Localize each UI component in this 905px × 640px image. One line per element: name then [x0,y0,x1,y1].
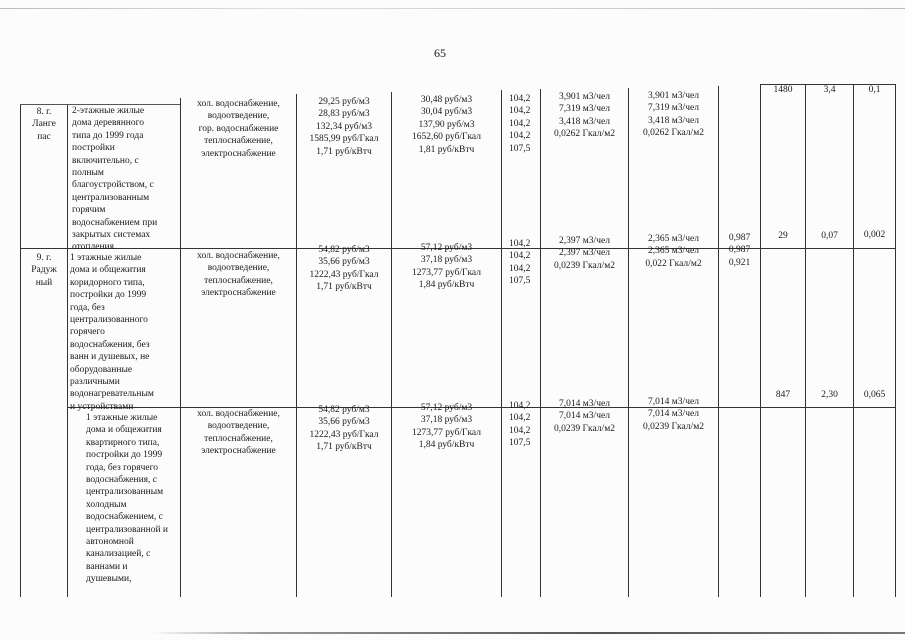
housing-description: 1 этажные жилые дома и общежития коридорного типа, постройки до 1999 года, без централизованного горячего водоснабжения, без ванн и душевых, не оборудованные различными водонагревательным и устройствами [70,253,154,412]
grid-line [501,90,502,597]
grid-line [853,84,854,597]
value-3: 0,065 [863,390,886,400]
utility-services: хол. водоснабжение, водоотведение, теплоснабжение, электроснабжение [197,251,280,299]
row-number: 9. г. Радуж ный [31,253,57,288]
utility-services: хол. водоснабжение, водоотведение, теплоснабжение, электроснабжение [197,409,280,457]
tariff-index: 104,2 104,2 104,2 104,2 107,5 [509,94,531,154]
housing-description: 1 этажные жилые дома и общежития квартирного типа, постройки до 1999 года, без горячего водоснабжения, с централизованным холодным водоснабжением, с централизованной и автономной канализацией, с ваннами и душевыми, [86,413,169,585]
tariff-new: 30,48 руб/м3 30,04 руб/м3 137,90 руб/м3 1652,60 руб/Гкал 1,81 руб/кВтч [412,95,481,155]
correction-coefficient: 0,987 0,987 0,921 [728,233,751,268]
grid-line [760,84,761,597]
tariff-new: 57,12 руб/м3 37,18 руб/м3 1273,77 руб/Гкал 1,84 руб/кВтч [412,243,481,291]
value-2: 2,30 [821,390,838,400]
value-2: 3,4 [823,85,836,95]
grid-line [895,84,896,597]
tariff-index: 104,2 104,2 104,2 107,5 [509,401,531,449]
consumption-norm-new: 3,901 м3/чел 7,319 м3/чел 3,418 м3/чел 0,0262 Гкал/м2 [643,91,704,139]
value-1: 29 [778,231,788,241]
grid-line [391,92,392,597]
value-2: 0,07 [821,231,838,241]
grid-line [180,98,181,597]
tariff-index: 104,2 104,2 104,2 107,5 [509,239,531,287]
grid-line [540,89,541,597]
consumption-norm-new: 7,014 м3/чел 7,014 м3/чел 0,0239 Гкал/м2 [643,397,704,432]
grid-line [628,88,629,597]
consumption-norm-current: 3,901 м3/чел 7,319 м3/чел 3,418 м3/чел 0,0262 Гкал/м2 [554,92,615,140]
tariff-new: 57,12 руб/м3 37,18 руб/м3 1273,77 руб/Гкал 1,84 руб/кВтч [412,403,481,451]
tariff-current: 54,82 руб/м3 35,66 руб/м3 1222,43 руб/Гкал 1,71 руб/кВтч [309,405,379,453]
grid-line [296,94,297,597]
grid-line [805,84,806,597]
page-number: 65 [434,46,446,60]
grid-line [20,104,21,597]
utility-services: хол. водоснабжение, водоотведение, гор. водоснабжение теплоснабжение, электроснабжение [197,99,280,159]
value-3: 0,002 [863,230,886,240]
value-3: 0,1 [868,85,881,95]
tariff-current: 54,82 руб/м3 35,66 руб/м3 1222,43 руб/Гкал 1,71 руб/кВтч [309,245,379,293]
value-1: 847 [775,390,791,400]
grid-line [67,104,68,597]
consumption-norm-current: 7,014 м3/чел 7,014 м3/чел 0,0239 Гкал/м2 [554,399,615,434]
row-number: 8. г. Ланге пас [32,107,56,142]
consumption-norm-current: 2,397 м3/чел 2,397 м3/чел 0,0239 Гкал/м2 [554,236,615,271]
scan-edge-bottom [150,632,905,634]
housing-description: 2-этажные жилые дома деревянного типа до 1999 года постройки включительно, с полным благоустройством, с централизованным горячим водоснабжением при закрытых системах отопления. [72,106,158,253]
consumption-norm-new: 2,365 м3/чел 2,365 м3/чел 0,022 Гкал/м2 [645,234,702,269]
grid-line [718,86,719,597]
value-1: 1480 [773,85,793,95]
tariff-current: 29,25 руб/м3 28,83 руб/м3 132,34 руб/м3 1585,99 руб/Гкал 1,71 руб/кВтч [309,97,379,157]
